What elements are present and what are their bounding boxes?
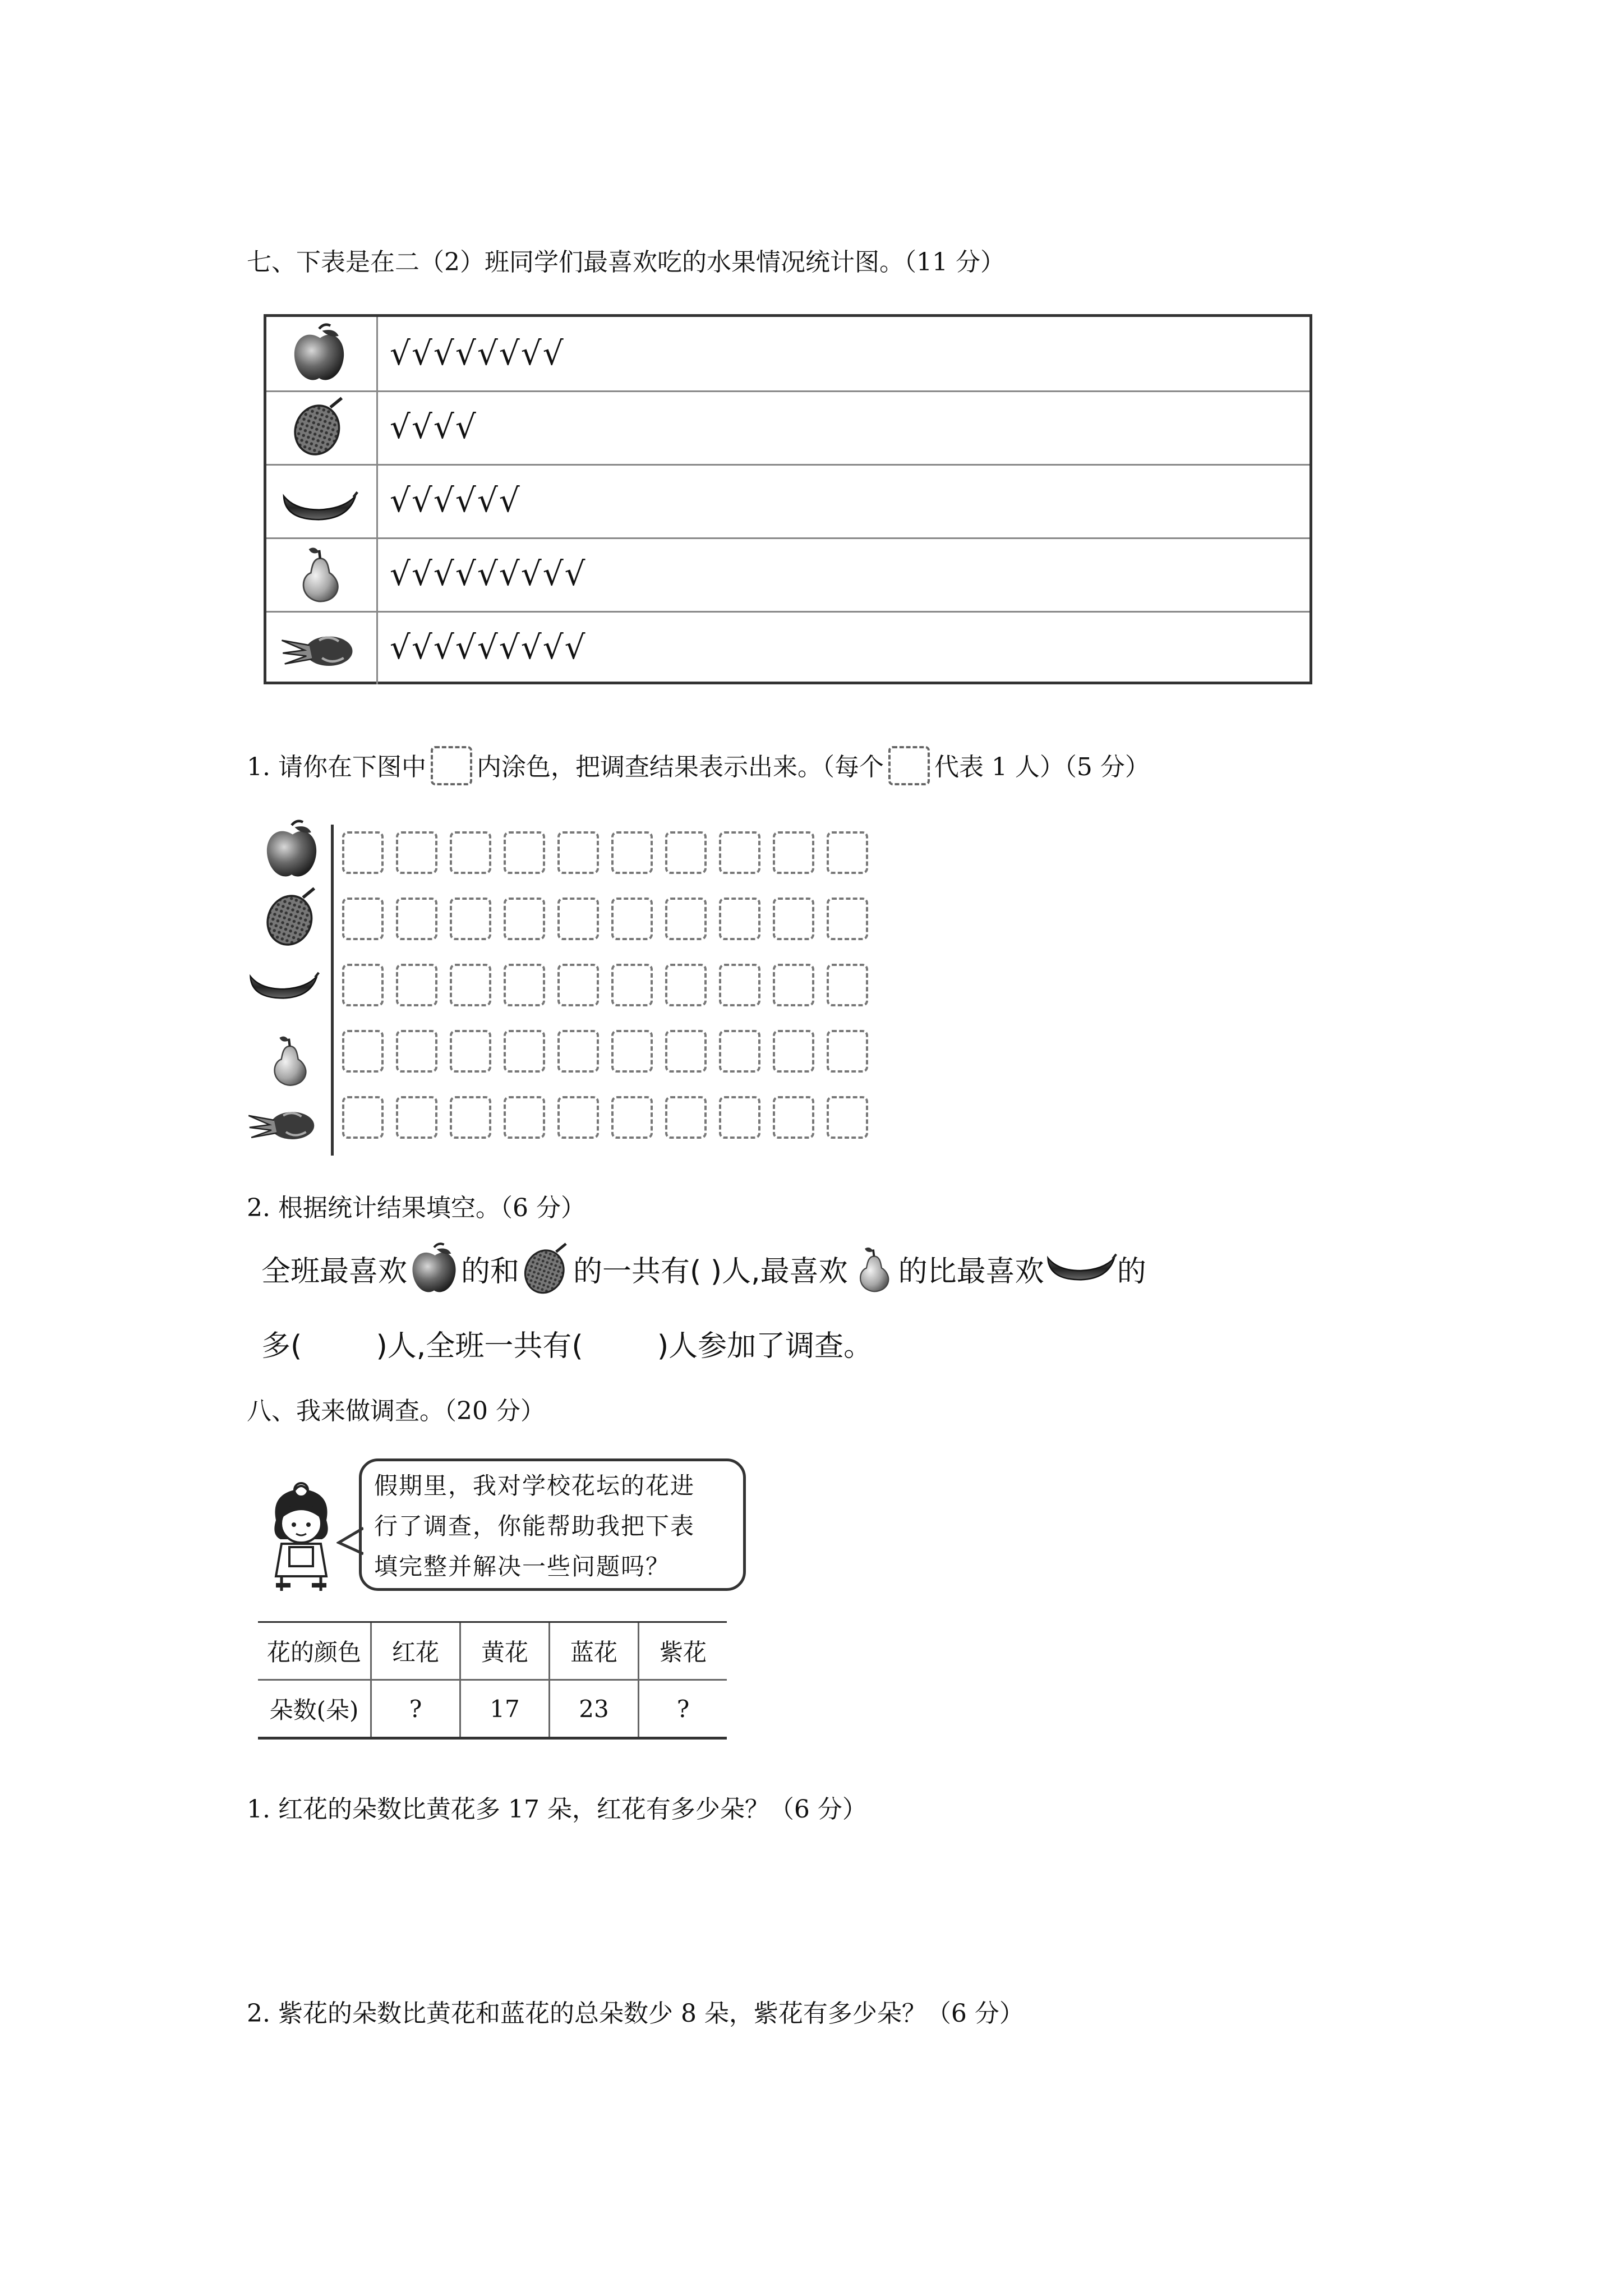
graph-box[interactable] — [773, 964, 814, 1006]
q1-text-3: 代表 1 人）（5 分） — [934, 753, 1150, 781]
graph-box[interactable] — [504, 1030, 545, 1073]
q2-text-d: 的比最喜欢 — [898, 1255, 1044, 1289]
section7-q2-title: 2. 根据统计结果填空。（6 分） — [247, 1194, 585, 1222]
graph-box[interactable] — [396, 898, 437, 940]
table-cell: 23 — [550, 1680, 639, 1738]
table-cell: ? — [639, 1680, 727, 1738]
tally-icon-cell — [266, 611, 378, 684]
graph-box[interactable] — [504, 964, 545, 1006]
dashed-box-sample — [431, 746, 472, 785]
bubble-line: 填完整并解决一些问题吗？ — [374, 1553, 671, 1580]
dashed-box-sample — [888, 746, 930, 785]
q2-text-b: 的和 — [461, 1255, 520, 1289]
apple-icon — [258, 819, 325, 881]
banana-icon — [247, 966, 320, 1003]
table-cell: 17 — [460, 1680, 550, 1738]
graph-box[interactable] — [396, 1096, 437, 1139]
graph-box[interactable] — [827, 1096, 868, 1139]
picture-graph — [247, 819, 880, 1161]
table-cell: 红花 — [371, 1622, 460, 1680]
dragonfruit-icon — [247, 1106, 320, 1143]
tally-checks: √√√√√√√√ — [390, 334, 565, 372]
graph-box[interactable] — [504, 898, 545, 940]
banana-icon — [280, 474, 358, 536]
section7-q1 — [247, 746, 1150, 785]
graph-box[interactable] — [665, 898, 707, 940]
table-cell: ? — [371, 1680, 460, 1738]
pear-icon — [848, 1242, 898, 1296]
graph-box[interactable] — [827, 964, 868, 1006]
graph-box[interactable] — [827, 1030, 868, 1073]
graph-box[interactable] — [396, 831, 437, 874]
section7-title: 七、下表是在二（2）班同学们最喜欢吃的水果情况统计图。（11 分） — [247, 248, 1005, 277]
graph-box[interactable] — [665, 964, 707, 1006]
graph-box[interactable] — [342, 898, 384, 940]
q2-text-c: 的一共有( )人,最喜欢 — [573, 1255, 848, 1289]
graph-box[interactable] — [342, 964, 384, 1006]
graph-box[interactable] — [773, 1096, 814, 1139]
graph-box[interactable] — [396, 964, 437, 1006]
durian-icon — [285, 396, 353, 458]
graph-box[interactable] — [557, 898, 599, 940]
graph-box[interactable] — [450, 898, 491, 940]
graph-box[interactable] — [557, 1096, 599, 1139]
q1-text-1: 1. 请你在下图中 — [247, 753, 426, 781]
graph-box[interactable] — [611, 1096, 653, 1139]
apple-icon — [407, 1242, 461, 1296]
graph-box[interactable] — [827, 898, 868, 940]
section8-q2: 2. 紫花的朵数比黄花和蓝花的总朵数少 8 朵，紫花有多少朵？（6 分） — [247, 1999, 1024, 2028]
tally-checks: √√√√√√√√√ — [390, 628, 587, 666]
table-cell: 花的颜色 — [258, 1622, 371, 1680]
graph-box[interactable] — [719, 1030, 760, 1073]
section8-q1: 1. 红花的朵数比黄花多 17 朵，红花有多少朵？（6 分） — [247, 1795, 867, 1824]
apple-icon — [285, 323, 353, 384]
graph-box[interactable] — [342, 1096, 384, 1139]
graph-box[interactable] — [557, 831, 599, 874]
tally-icon-cell — [266, 537, 378, 611]
table-cell: 黄花 — [460, 1622, 550, 1680]
section8-title: 八、我来做调查。（20 分） — [247, 1397, 545, 1425]
graph-box[interactable] — [450, 831, 491, 874]
banana-icon — [1044, 1248, 1117, 1285]
tally-row — [266, 317, 1310, 392]
graph-box[interactable] — [773, 898, 814, 940]
bubble-line: 行了调查，你能帮助我把下表 — [374, 1512, 695, 1540]
graph-box[interactable] — [557, 964, 599, 1006]
flower-table — [258, 1621, 727, 1740]
graph-box[interactable] — [611, 964, 653, 1006]
graph-box[interactable] — [557, 1030, 599, 1073]
tally-row — [266, 537, 1310, 613]
graph-box[interactable] — [719, 964, 760, 1006]
flower-table-row — [258, 1680, 727, 1738]
graph-box[interactable] — [450, 964, 491, 1006]
tally-row — [266, 464, 1310, 539]
graph-box[interactable] — [611, 898, 653, 940]
graph-box[interactable] — [665, 1096, 707, 1139]
q2-text-e: 的 — [1117, 1255, 1146, 1289]
dragonfruit-icon — [280, 622, 358, 678]
tally-icon-cell — [266, 390, 378, 464]
graph-box[interactable] — [450, 1096, 491, 1139]
table-cell: 蓝花 — [550, 1622, 639, 1680]
speech-bubble — [359, 1458, 746, 1591]
graph-box[interactable] — [396, 1030, 437, 1073]
table-cell: 朵数(朵) — [258, 1680, 371, 1738]
tally-checks: √√√√√√ — [390, 481, 521, 519]
tally-row — [266, 390, 1310, 466]
fruit-tally-table — [264, 314, 1312, 684]
graph-box[interactable] — [504, 831, 545, 874]
graph-box[interactable] — [719, 898, 760, 940]
graph-axis — [331, 825, 334, 1156]
q2-fill-line-2: 多( )人,全班一共有( )人参加了调查。 — [261, 1329, 873, 1363]
graph-box[interactable] — [611, 1030, 653, 1073]
graph-box[interactable] — [773, 1030, 814, 1073]
graph-box[interactable] — [342, 1030, 384, 1073]
tally-icon-cell — [266, 317, 378, 390]
graph-box[interactable] — [504, 1096, 545, 1139]
graph-box[interactable] — [611, 831, 653, 874]
graph-box[interactable] — [665, 831, 707, 874]
tally-row — [266, 611, 1310, 684]
graph-box[interactable] — [342, 831, 384, 874]
pear-icon — [258, 1032, 320, 1088]
bubble-line: 假期里，我对学校花坛的花进 — [374, 1472, 695, 1499]
graph-box[interactable] — [719, 1096, 760, 1139]
durian-icon — [519, 1242, 573, 1296]
graph-box[interactable] — [450, 1030, 491, 1073]
q1-text-2: 内涂色，把调查结果表示出来。（每个 — [476, 753, 884, 781]
table-cell: 紫花 — [639, 1622, 727, 1680]
q2-fill-line-1 — [261, 1241, 1146, 1303]
graph-box[interactable] — [719, 831, 760, 874]
graph-box[interactable] — [773, 831, 814, 874]
pear-icon — [285, 543, 353, 605]
graph-box[interactable] — [665, 1030, 707, 1073]
durian-icon — [258, 886, 325, 948]
q2-text-a: 全班最喜欢 — [261, 1255, 408, 1289]
tally-icon-cell — [266, 464, 378, 537]
girl-illustration — [259, 1481, 343, 1593]
tally-checks: √√√√ — [390, 408, 477, 446]
flower-table-header — [258, 1622, 727, 1680]
tally-checks: √√√√√√√√√ — [390, 555, 587, 593]
graph-box[interactable] — [827, 831, 868, 874]
